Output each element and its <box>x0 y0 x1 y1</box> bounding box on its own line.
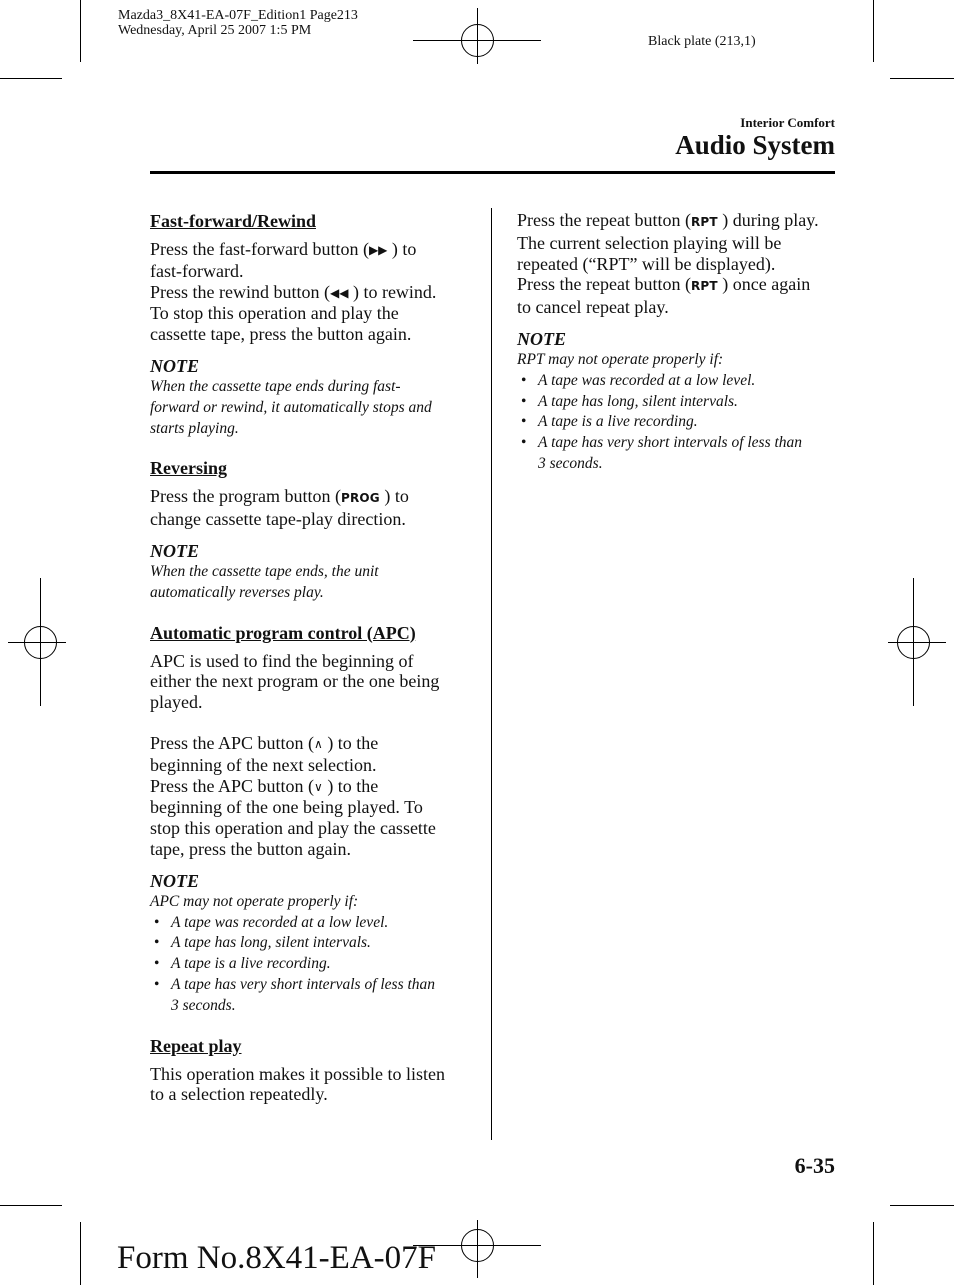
text: beginning of the one being played. To <box>150 797 423 818</box>
note-title: NOTE <box>150 355 199 376</box>
text: Press the APC button ( <box>150 775 315 796</box>
text: cassette tape, press the button again. <box>150 324 412 345</box>
note-intro: APC may not operate properly if: <box>150 892 359 910</box>
paragraph <box>517 210 833 318</box>
text: ) to rewind. <box>352 281 437 302</box>
text: Press the APC button ( <box>150 732 315 753</box>
bullet: • <box>154 913 160 931</box>
text: 3 seconds. <box>171 996 236 1014</box>
text: A tape has long, silent intervals. <box>171 934 371 952</box>
text: To stop this operation and play the <box>150 303 399 324</box>
text: stop this operation and play the cassette <box>150 818 436 839</box>
text: tape, press the button again. <box>150 838 351 859</box>
note-title: NOTE <box>150 540 199 561</box>
note-text <box>150 562 466 604</box>
text: played. <box>150 692 203 713</box>
bullet: • <box>154 934 160 952</box>
bullet: • <box>154 955 160 973</box>
text: This operation makes it possible to listen <box>150 1063 445 1084</box>
list-item <box>517 392 833 413</box>
text: Press the repeat button ( <box>517 274 691 295</box>
text: When the cassette tape ends, the unit <box>150 562 379 580</box>
text: change cassette tape-play direction. <box>150 509 406 530</box>
paragraph <box>150 486 466 530</box>
crop-mark <box>80 1222 81 1285</box>
text: A tape has long, silent intervals. <box>538 392 738 410</box>
list-item <box>517 433 833 475</box>
list-item <box>517 412 833 433</box>
prog-button-icon: PROG <box>340 491 380 506</box>
bullet: • <box>521 392 527 410</box>
text: ) to <box>384 486 409 507</box>
text: A tape is a live recording. <box>538 413 698 431</box>
list-item <box>150 975 466 1017</box>
registration-circle <box>24 626 57 659</box>
text: Press the fast-forward button ( <box>150 239 369 259</box>
text: to a selection repeatedly. <box>150 1084 328 1105</box>
note-text <box>150 377 466 439</box>
text: A tape was recorded at a low level. <box>538 371 756 389</box>
text: fast-forward. <box>150 260 244 281</box>
text: The current selection playing will be <box>517 232 782 253</box>
text: Press the rewind button ( <box>150 281 330 302</box>
rpt-button-icon: RPT <box>690 215 718 229</box>
note-title: NOTE <box>517 328 566 349</box>
note-bullets <box>150 913 466 1017</box>
text: starts playing. <box>150 419 239 437</box>
crop-mark <box>80 0 81 62</box>
bullet: • <box>521 413 527 431</box>
text: automatically reverses play. <box>150 583 324 601</box>
heading-fast-forward-rewind: Fast-forward/Rewind <box>150 211 316 231</box>
print-meta-line2: Wednesday, April 25 2007 1:5 PM <box>118 23 312 38</box>
note-bullets <box>517 371 833 475</box>
rewind-icon: ◀◀ <box>329 285 349 300</box>
crop-mark <box>873 1222 874 1285</box>
text: 3 seconds. <box>538 454 603 472</box>
print-meta <box>118 8 358 38</box>
text: either the next program or the one being <box>150 671 440 692</box>
text: to cancel repeat play. <box>517 297 669 318</box>
text: A tape has very short intervals of less than <box>171 975 436 993</box>
plate-label: Black plate (213,1) <box>648 34 756 49</box>
text: ) to the <box>327 775 379 796</box>
page-number: 6-35 <box>794 1153 835 1178</box>
print-meta-line1: Mazda3_8X41-EA-07F_Edition1 Page213 <box>118 8 358 23</box>
left-column <box>150 210 466 1105</box>
crop-mark <box>0 78 62 79</box>
list-item <box>150 954 466 975</box>
note-title: NOTE <box>150 870 199 891</box>
bullet: • <box>521 434 527 452</box>
text: APC is used to find the beginning of <box>150 650 414 671</box>
crop-mark <box>890 78 954 79</box>
text: When the cassette tape ends during fast- <box>150 377 401 395</box>
text: A tape is a live recording. <box>171 955 331 973</box>
paragraph <box>150 239 466 345</box>
section-label: Interior Comfort <box>740 115 835 130</box>
registration-circle <box>461 1229 494 1262</box>
text: Press the program button ( <box>150 486 341 507</box>
paragraph <box>150 651 466 713</box>
paragraph <box>150 733 466 860</box>
rpt-button-icon: RPT <box>690 279 718 294</box>
crop-mark <box>0 1205 62 1206</box>
bullet: • <box>154 975 160 993</box>
list-item <box>150 933 466 954</box>
text: ) once again <box>722 274 811 295</box>
heading-reversing: Reversing <box>150 458 227 479</box>
text: A tape was recorded at a low level. <box>171 913 389 931</box>
text: repeated (“RPT” will be displayed). <box>517 253 776 274</box>
registration-circle <box>897 626 930 659</box>
text: ) during play. <box>722 210 819 230</box>
column-divider <box>491 208 492 1140</box>
down-arrow-icon: ∨ <box>314 779 323 794</box>
registration-circle <box>461 24 494 57</box>
note-intro: RPT may not operate properly if: <box>517 350 724 368</box>
text: forward or rewind, it automatically stops and <box>150 398 432 416</box>
text: ) to the <box>327 732 379 753</box>
heading-repeat-play: Repeat play <box>150 1035 242 1056</box>
text: beginning of the next selection. <box>150 754 377 775</box>
list-item <box>150 913 466 934</box>
title-rule <box>150 171 835 174</box>
heading-apc: Automatic program control (APC) <box>150 622 416 643</box>
up-arrow-icon: ∧ <box>314 736 323 751</box>
page-title: Audio System <box>675 130 835 160</box>
text: ) to <box>391 239 417 259</box>
crop-mark <box>873 0 874 62</box>
list-item <box>517 371 833 392</box>
paragraph <box>150 1064 466 1106</box>
text: Press the repeat button ( <box>517 210 691 230</box>
form-number: Form No.8X41-EA-07F <box>117 1240 436 1276</box>
text: A tape has very short intervals of less than <box>538 434 803 452</box>
crop-mark <box>890 1205 954 1206</box>
bullet: • <box>521 371 527 389</box>
right-column <box>517 210 833 475</box>
fast-forward-icon: ▶▶ <box>368 243 388 257</box>
